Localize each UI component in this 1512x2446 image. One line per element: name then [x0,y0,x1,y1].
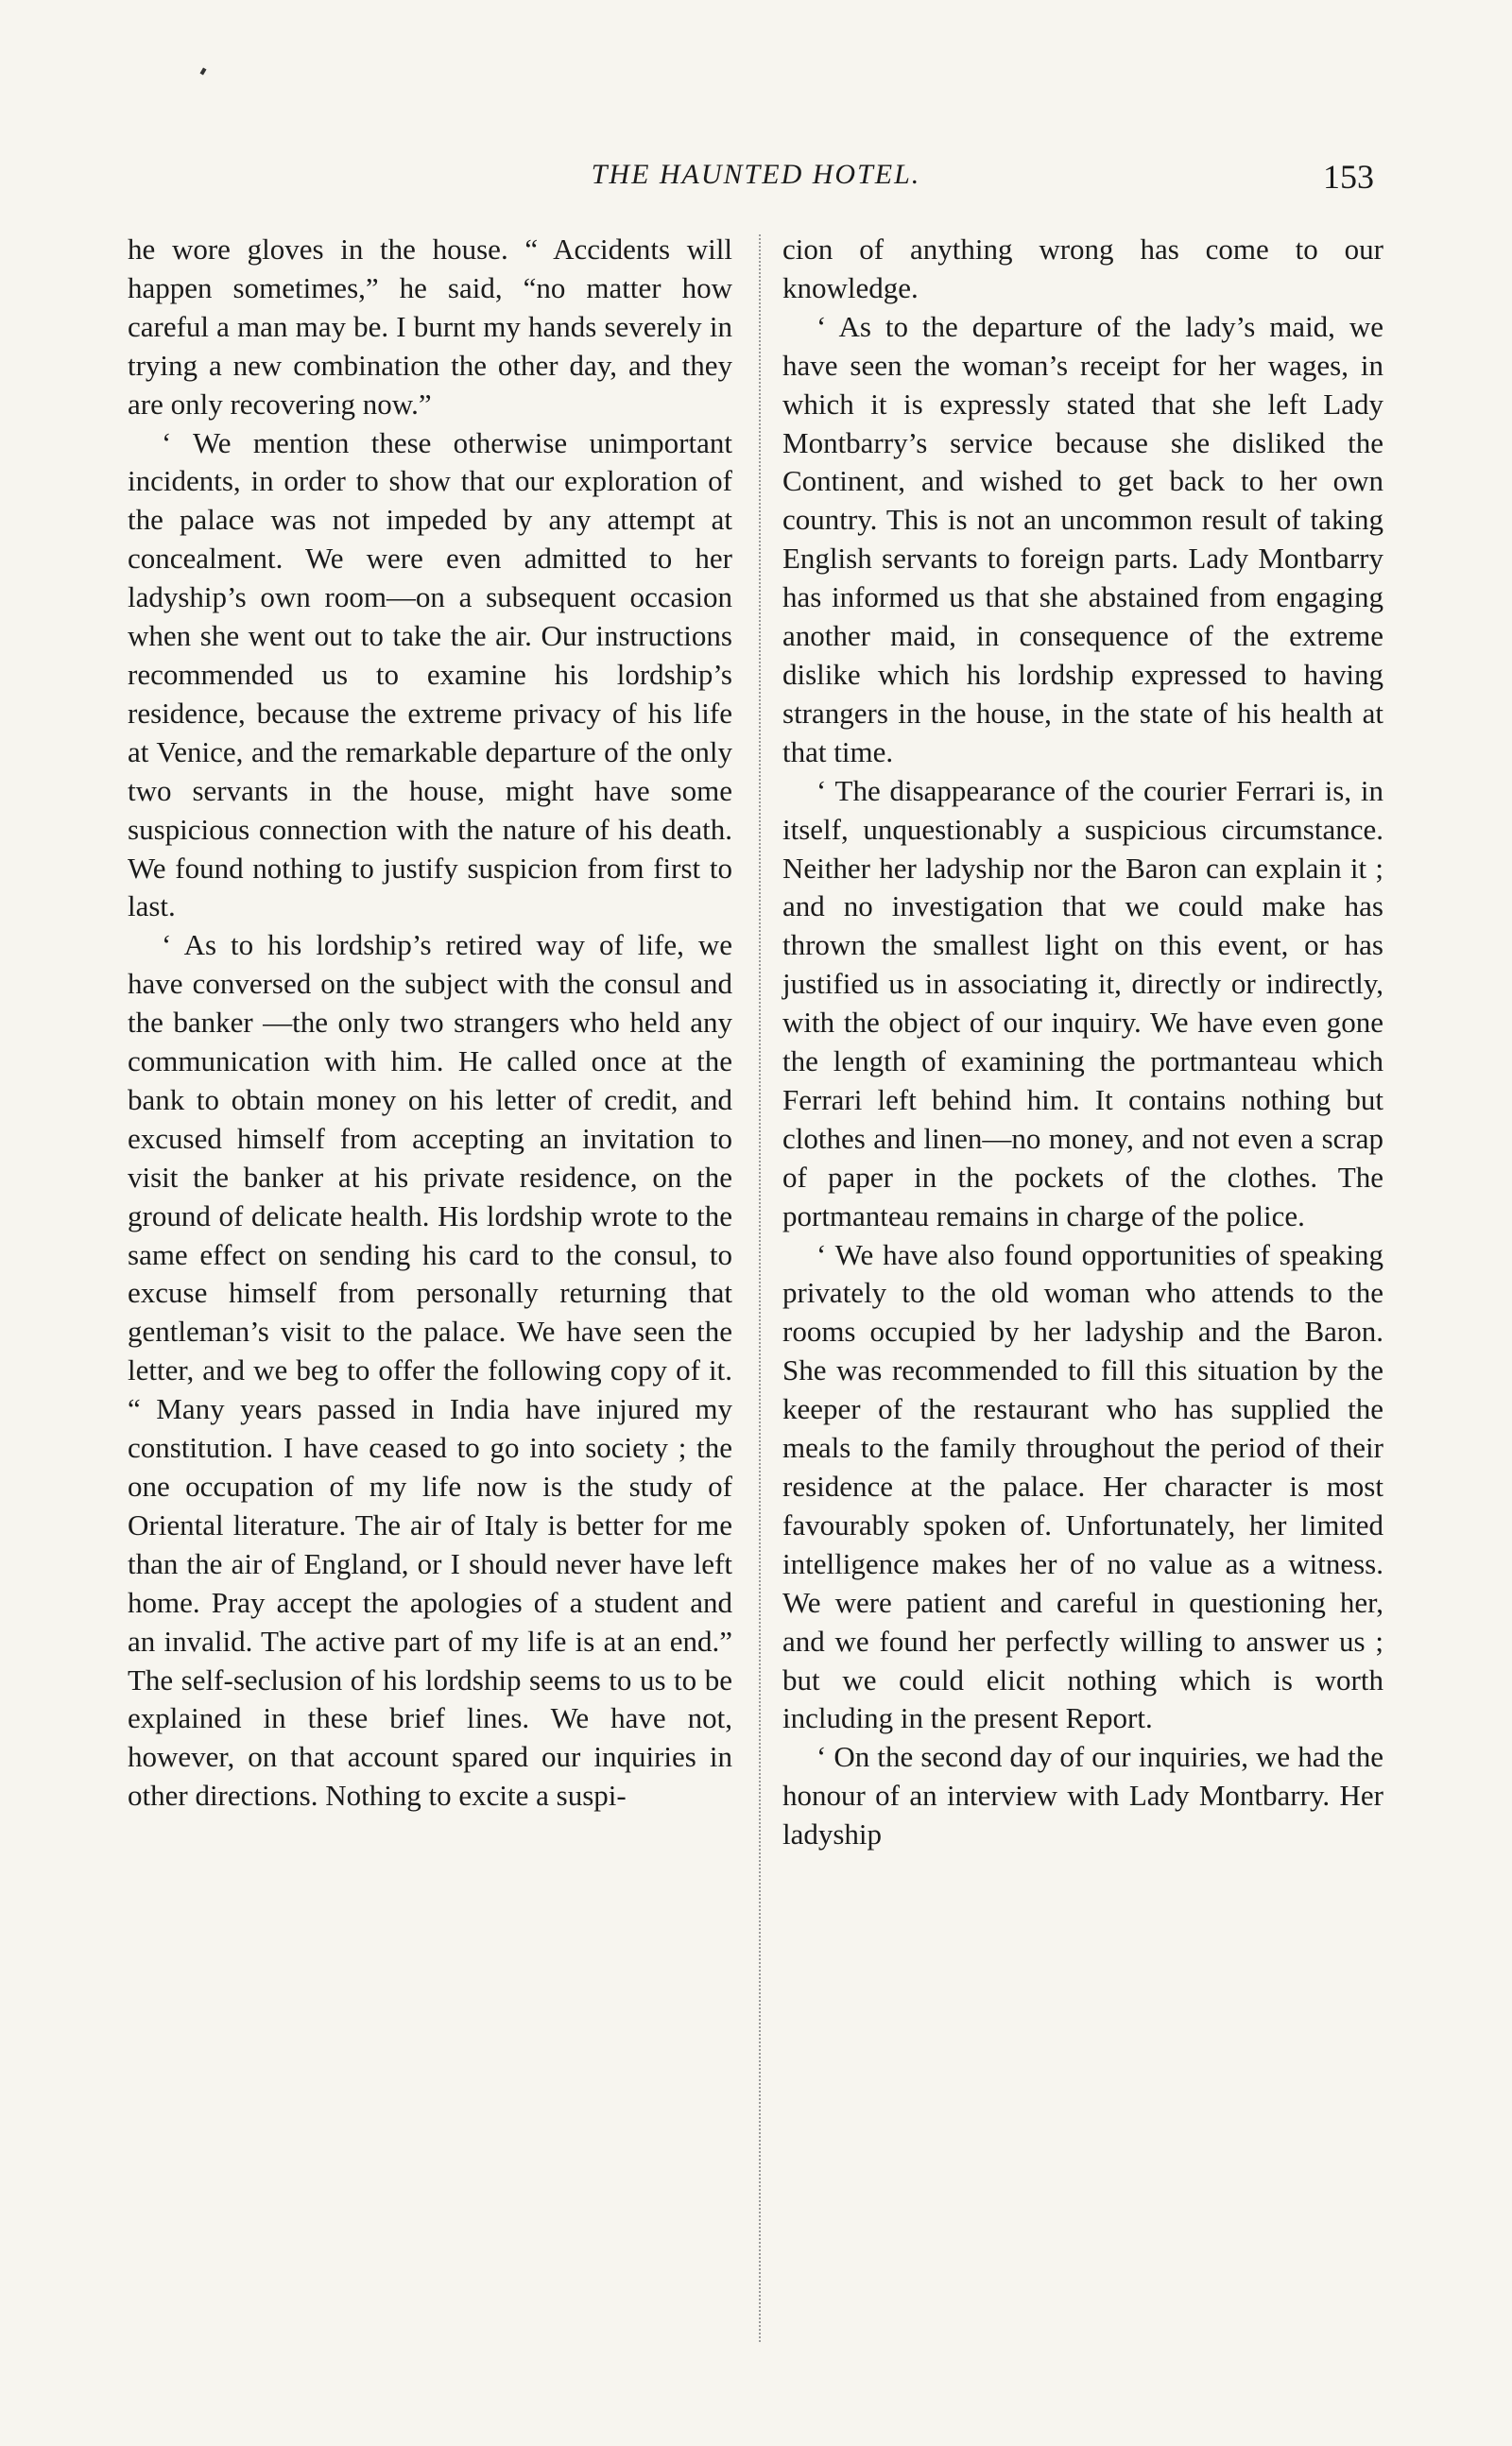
paragraph: ‘ On the second day of our inquiries, we had the honour of an interview with Lady Montbarry. Her ladyship [782,1740,1383,1852]
paragraph: ‘ As to his lordship’s retired way of life, we have conversed on the subject with the consul and the banker —the only two strangers who held any communication with him. He called once at the bank to obtain money on his letter of credit, and excused himself from accepting an invitation to visit the banker at his private residence, on the ground of delicate health. His lordship wrote to the same effect on sending his card to the consul, to excuse himself from personally returning that gentleman’s visit to the palace. We have seen the letter, and we beg to offer the following copy of it. “ Many years passed in India have injured my constitution. I have ceased to go into society ; the one occupation of my life now is the study of Oriental literature. The air of Italy is better for me than the air of England, or I should never have left home. Pray accept the apologies of a student and an invalid. The active part of my life is at an end.” The self-seclusion of his lordship seems to us to be explained in these brief lines. We have not, however, on that account spared our inquiries in other directions. Nothing to excite a suspi- [128,928,732,1813]
paragraph: ‘ The disappearance of the courier Ferrari is, in itself, unquestionably a suspicious circumstance. Neither her ladyship nor the Baron can explain it ; and no investigation that we could make has thrown the smallest light on this event, or has justified us in associating it, directly or indirectly, with the object of our inquiry. We have even gone the length of examining the portmanteau which Ferrari left behind him. It contains nothing but clothes and linen—no money, and not even a scrap of paper in the pockets of the clothes. The portmanteau remains in charge of the police. [782,773,1383,1232]
right-column [782,231,1383,1854]
paragraph: ‘ We have also found opportunities of speaking privately to the old woman who attends to the rooms occupied by her ladyship and the Baron. She was recommended to fill this situation by the keeper of the restaurant who has supplied the meals to the family throughout the period of their residence at the palace. Her character is most favourably spoken of. Unfortunately, her limited intelligence makes her of no value as a witness. We were patient and careful in questioning her, and we found her perfectly willing to answer us ; but we could elicit nothing which is worth including in the present Report. [782,1237,1383,1735]
running-title: THE HAUNTED HOTEL. [591,159,921,190]
page-number: 153 [1323,158,1374,196]
paragraph: ‘ We mention these otherwise unimportant incidents, in order to show that our exploration of the palace was not impeded by any attempt at concealment. We were even admitted to her ladyship’s own room—on a subsequent occasion when she went out to take the air. Our instructions recommended us to examine his lordship’s residence, because the extreme privacy of his life at Venice, and the remarkable departure of the only two servants in the house, might have some suspicious connection with the nature of his death. We found nothing to justify suspicion from first to last. [128,425,732,923]
paragraph: he wore gloves in the house. “ Accidents will happen sometimes,” he said, “no matter how careful a man may be. I burnt my hands severely in trying a new combination the other day, and they are only recovering now.” [128,233,732,421]
column-divider [759,234,761,2342]
paragraph: cion of anything wrong has come to our knowledge. [782,233,1383,304]
left-column [128,231,732,1816]
paragraph: ‘ As to the departure of the lady’s maid, we have seen the woman’s receipt for her wages, in which it is expressly stated that she left Lady Montbarry’s service because she disliked the Continent, and wished to get back to her own country. This is not an uncommon result of taking English servants to foreign parts. Lady Montbarry has informed us that she abstained from engaging another maid, in consequence of the extreme dislike which his lordship expressed to having strangers in the house, in the state of his health at that time. [782,309,1383,768]
ink-speck [200,67,207,75]
